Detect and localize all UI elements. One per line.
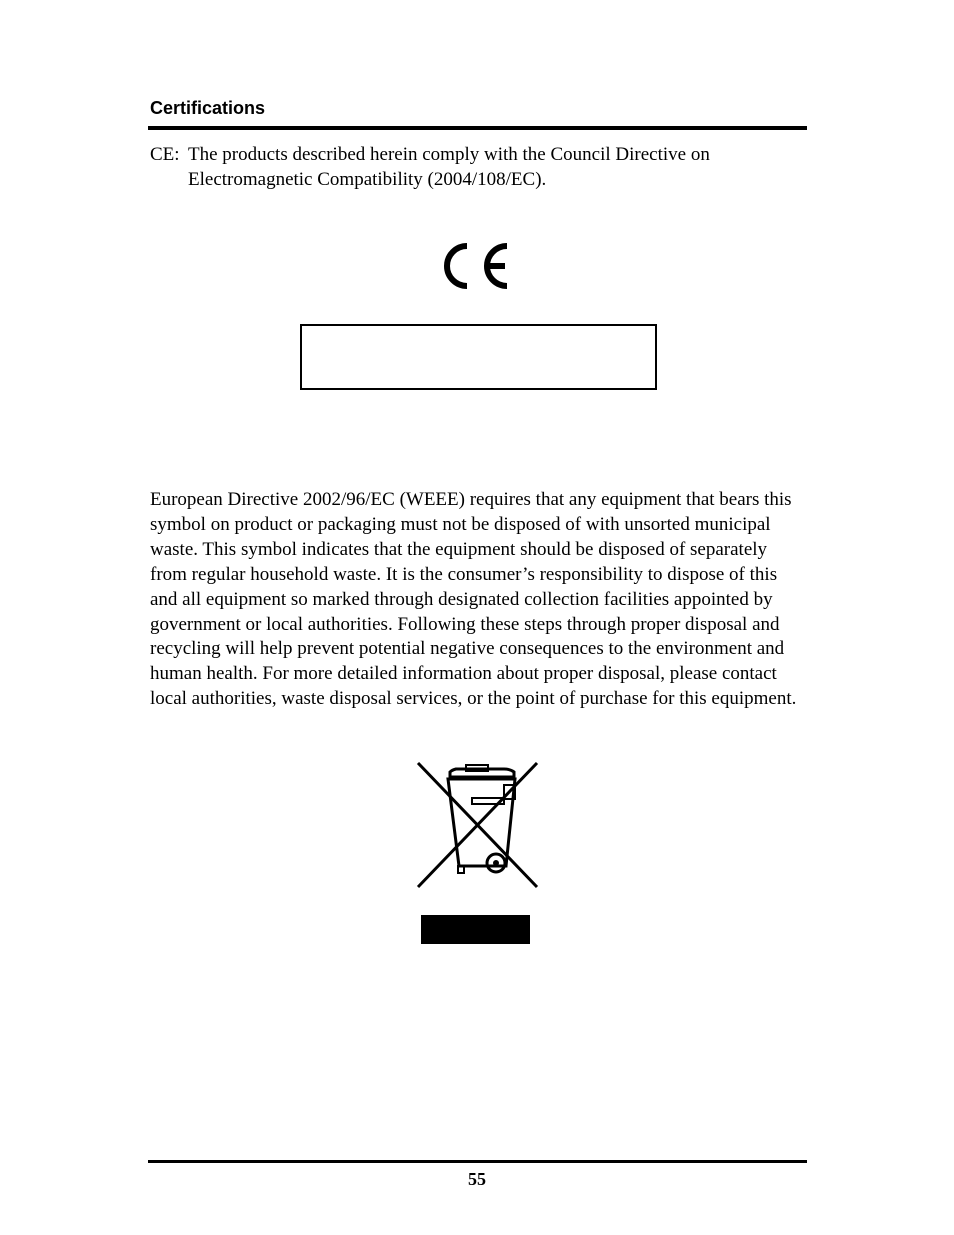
ce-mark-icon <box>441 240 513 292</box>
weee-black-bar <box>421 915 530 944</box>
blank-label-box <box>300 324 657 390</box>
header-rule <box>148 126 807 130</box>
section-heading: Certifications <box>150 98 266 118</box>
weee-line: human health. For more detailed information about proper disposal, please contact <box>150 663 777 685</box>
page-number: 55 <box>468 1169 486 1189</box>
crossed-out-bin-icon <box>414 760 540 890</box>
ce-statement-text: The products described herein comply with the Council Directive on Electromagnetic Compatibility (2004/108/EC). <box>188 144 710 190</box>
footer-rule <box>148 1160 807 1163</box>
weee-line: recycling will help prevent potential negative consequences to the environment and <box>150 638 785 660</box>
weee-line: government or local authorities. Following these steps through proper disposal and <box>150 613 780 635</box>
weee-statement <box>150 488 810 712</box>
weee-line: European Directive 2002/96/EC (WEEE) requires that any equipment that bears this <box>150 489 792 510</box>
ce-prefix: CE: <box>150 144 180 165</box>
weee-line: from regular household waste. It is the consumer’s responsibility to dispose of this <box>150 563 778 585</box>
weee-line: symbol on product or packaging must not be disposed of with unsorted municipal <box>150 513 771 535</box>
weee-line: and all equipment so marked through designated collection facilities appointed by <box>150 588 773 610</box>
weee-line: waste. This symbol indicates that the equipment should be disposed of separately <box>150 538 768 560</box>
weee-line: local authorities, waste disposal services, or the point of purchase for this equipment. <box>150 688 797 710</box>
ce-statement <box>150 142 790 192</box>
